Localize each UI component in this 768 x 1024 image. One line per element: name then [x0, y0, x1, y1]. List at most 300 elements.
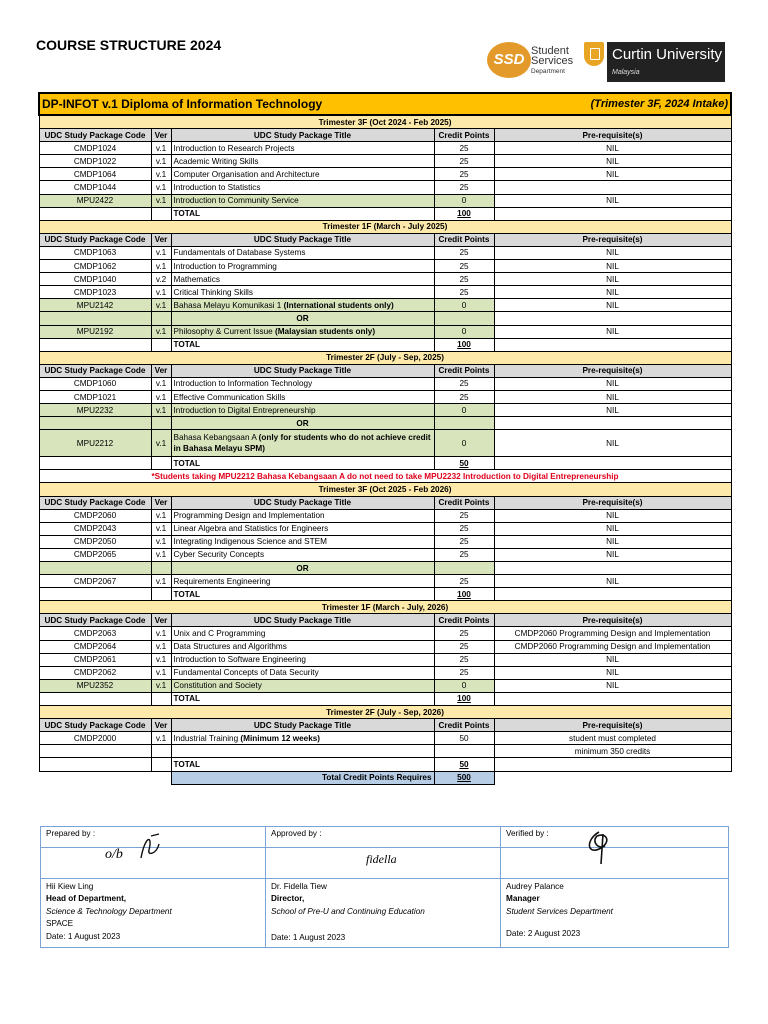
empty-cell — [39, 457, 151, 470]
course-title-text: Fundamental Concepts of Data Security — [173, 668, 319, 678]
course-row — [39, 535, 731, 548]
course-version: v.1 — [151, 390, 171, 403]
course-title — [171, 181, 434, 194]
course-code: CMDP1044 — [39, 181, 151, 194]
course-code: CMDP1060 — [39, 377, 151, 390]
program-title: DP-INFOT v.1 Diploma of Information Technology — [42, 96, 323, 111]
course-row — [39, 155, 731, 168]
course-code: CMDP1040 — [39, 273, 151, 286]
trimester-name: Trimester 1F (March - July 2025) — [39, 220, 731, 233]
prepared-details — [41, 879, 266, 948]
approved-signature: fidella — [366, 852, 397, 866]
empty-cell — [39, 771, 151, 784]
col-credit-header: Credit Points — [434, 614, 494, 627]
course-row — [39, 142, 731, 155]
col-code-header: UDC Study Package Code — [39, 233, 151, 246]
or-row — [39, 562, 731, 575]
col-credit-header: Credit Points — [434, 129, 494, 142]
course-version: v.1 — [151, 430, 171, 457]
approved-dept: School of Pre-U and Continuing Education — [271, 906, 425, 916]
course-code: CMDP1024 — [39, 142, 151, 155]
total-label: TOTAL — [171, 588, 434, 601]
course-version: v.1 — [151, 548, 171, 561]
empty-cell — [494, 562, 731, 575]
total-label: TOTAL — [171, 207, 434, 220]
course-title — [171, 732, 434, 745]
prepared-heading: Prepared by : — [41, 827, 266, 848]
course-title-note: (Malaysian students only) — [274, 327, 376, 337]
signoff-table — [40, 826, 729, 948]
verified-details — [501, 879, 729, 948]
total-row — [39, 338, 731, 351]
course-title-text: Introduction to Research Projects — [173, 143, 295, 153]
course-code: CMDP2061 — [39, 653, 151, 666]
course-row — [39, 286, 731, 299]
course-title — [171, 325, 434, 338]
course-row — [39, 653, 731, 666]
course-row — [39, 666, 731, 679]
course-credit: 25 — [434, 535, 494, 548]
curtin-wordmark — [607, 42, 725, 82]
approved-heading: Approved by : — [266, 827, 501, 848]
col-title-header: UDC Study Package Title — [171, 496, 434, 509]
course-prereq: NIL — [494, 260, 731, 273]
course-title-text: Bahasa Kebangsaan A — [173, 433, 259, 443]
course-code: CMDP2065 — [39, 548, 151, 561]
course-version: v.1 — [151, 325, 171, 338]
program-intake: (Trimester 3F, 2024 Intake) — [590, 97, 729, 110]
empty-cell — [434, 417, 494, 430]
course-title-text: Introduction to Programming — [173, 261, 277, 271]
course-row — [39, 575, 731, 588]
empty-cell — [39, 417, 151, 430]
course-title — [171, 299, 434, 312]
ssd-logo-mark: SSD — [487, 42, 531, 78]
col-prereq-header: Pre-requisite(s) — [494, 129, 731, 142]
col-ver-header: Ver — [151, 496, 171, 509]
verified-signature-cell — [501, 848, 729, 879]
course-title — [171, 430, 434, 457]
course-code: CMDP2050 — [39, 535, 151, 548]
course-prereq: minimum 350 credits — [494, 745, 731, 758]
column-header-row — [39, 719, 731, 732]
prepared-dept: Science & Technology Department — [46, 906, 172, 916]
total-value: 100 — [434, 207, 494, 220]
empty-cell — [39, 588, 151, 601]
col-credit-header: Credit Points — [434, 719, 494, 732]
trimester-name: Trimester 3F (Oct 2025 - Feb 2026) — [39, 483, 731, 496]
course-code: MPU2422 — [39, 194, 151, 207]
course-prereq: NIL — [494, 575, 731, 588]
total-value: 50 — [434, 758, 494, 771]
course-prereq: NIL — [494, 155, 731, 168]
course-version: v.1 — [151, 286, 171, 299]
course-row — [39, 627, 731, 640]
prepared-signature-cell — [41, 848, 266, 879]
col-ver-header: Ver — [151, 364, 171, 377]
course-title-text: Introduction to Information Technology — [173, 379, 313, 389]
course-title-text: Computer Organisation and Architecture — [173, 169, 320, 179]
course-title — [171, 155, 434, 168]
course-code: CMDP2062 — [39, 666, 151, 679]
course-version: v.1 — [151, 155, 171, 168]
course-prereq: NIL — [494, 168, 731, 181]
empty-cell — [151, 338, 171, 351]
empty-cell — [151, 457, 171, 470]
course-title — [171, 679, 434, 692]
course-version: v.1 — [151, 260, 171, 273]
course-title-text: Requirements Engineering — [173, 576, 271, 586]
course-row — [39, 390, 731, 403]
trimester-header-row — [39, 351, 731, 364]
prepared-signature — [101, 832, 181, 862]
course-title — [171, 142, 434, 155]
course-code: MPU2192 — [39, 325, 151, 338]
curtin-name: Curtin University — [612, 46, 723, 63]
ssd-logo-line3: Department — [531, 68, 565, 75]
course-credit: 25 — [434, 640, 494, 653]
empty-cell — [494, 207, 731, 220]
course-code: CMDP1062 — [39, 260, 151, 273]
course-prereq: CMDP2060 Programming Design and Implementation — [494, 627, 731, 640]
trimester-name: Trimester 2F (July - Sep, 2026) — [39, 706, 731, 719]
course-row — [39, 273, 731, 286]
course-version: v.1 — [151, 732, 171, 745]
note-row — [39, 470, 731, 483]
course-code: CMDP1064 — [39, 168, 151, 181]
prepared-date: Date: 1 August 2023 — [46, 931, 121, 941]
course-title — [171, 575, 434, 588]
course-credit: 25 — [434, 168, 494, 181]
course-row — [39, 181, 731, 194]
course-title — [171, 377, 434, 390]
course-title-text: Academic Writing Skills — [173, 156, 259, 166]
empty-cell — [151, 207, 171, 220]
empty-cell — [151, 771, 171, 784]
course-version: v.1 — [151, 377, 171, 390]
course-title-text: Cyber Security Concepts — [173, 550, 265, 560]
course-credit: 0 — [434, 404, 494, 417]
empty-cell — [494, 758, 731, 771]
or-label: OR — [171, 417, 434, 430]
empty-cell — [39, 758, 151, 771]
course-version: v.1 — [151, 535, 171, 548]
course-row — [39, 168, 731, 181]
col-title-header: UDC Study Package Title — [171, 719, 434, 732]
course-credit: 25 — [434, 666, 494, 679]
course-title — [171, 246, 434, 259]
col-code-header: UDC Study Package Code — [39, 496, 151, 509]
course-row — [39, 377, 731, 390]
course-row — [39, 325, 731, 338]
course-version: v.1 — [151, 168, 171, 181]
program-header-row — [39, 93, 731, 115]
empty-cell — [151, 417, 171, 430]
prepared-name: Hii Kiew Ling — [46, 882, 94, 891]
course-prereq: NIL — [494, 509, 731, 522]
course-version: v.1 — [151, 142, 171, 155]
course-credit: 25 — [434, 273, 494, 286]
empty-cell — [494, 588, 731, 601]
course-credit: 0 — [434, 679, 494, 692]
verified-signature — [581, 830, 621, 866]
total-row — [39, 207, 731, 220]
trimester-name: Trimester 1F (March - July, 2026) — [39, 601, 731, 614]
program-header-cell — [39, 93, 731, 115]
empty-cell — [151, 588, 171, 601]
total-row — [39, 758, 731, 771]
col-credit-header: Credit Points — [434, 233, 494, 246]
course-row — [39, 430, 731, 457]
course-code: MPU2142 — [39, 299, 151, 312]
course-version: v.1 — [151, 627, 171, 640]
course-structure-table — [38, 92, 732, 785]
or-row — [39, 417, 731, 430]
verified-dept: Student Services Department — [506, 906, 613, 916]
course-title-note: (only for students who do not achieve credit in Bahasa Melayu SPM) — [173, 433, 431, 454]
course-title — [171, 745, 434, 758]
header-logos — [487, 40, 727, 84]
course-version: v.2 — [151, 273, 171, 286]
course-prereq: NIL — [494, 404, 731, 417]
course-version: v.1 — [151, 666, 171, 679]
total-value: 50 — [434, 457, 494, 470]
curtin-crest-icon — [584, 42, 604, 66]
course-credit: 50 — [434, 732, 494, 745]
col-code-header: UDC Study Package Code — [39, 719, 151, 732]
course-prereq: student must completed — [494, 732, 731, 745]
empty-cell — [494, 338, 731, 351]
course-title-text: Introduction to Statistics — [173, 183, 261, 193]
empty-cell — [39, 692, 151, 705]
course-version: v.1 — [151, 640, 171, 653]
course-row — [39, 679, 731, 692]
course-prereq: NIL — [494, 273, 731, 286]
course-code: CMDP1023 — [39, 286, 151, 299]
course-prereq: NIL — [494, 430, 731, 457]
trimester-header-row — [39, 220, 731, 233]
course-code: CMDP2067 — [39, 575, 151, 588]
col-prereq-header: Pre-requisite(s) — [494, 233, 731, 246]
course-credit: 25 — [434, 509, 494, 522]
course-row — [39, 732, 731, 745]
course-code: CMDP2043 — [39, 522, 151, 535]
course-code: MPU2232 — [39, 404, 151, 417]
course-code: CMDP2063 — [39, 627, 151, 640]
curtin-logo — [584, 42, 726, 82]
course-row — [39, 509, 731, 522]
col-code-header: UDC Study Package Code — [39, 364, 151, 377]
course-row — [39, 548, 731, 561]
course-title-text: Constitution and Society — [173, 681, 262, 691]
course-title — [171, 640, 434, 653]
course-title-text: Data Structures and Algorithms — [173, 642, 287, 652]
col-prereq-header: Pre-requisite(s) — [494, 496, 731, 509]
course-prereq: NIL — [494, 377, 731, 390]
empty-cell — [494, 692, 731, 705]
course-prereq: NIL — [494, 286, 731, 299]
grand-total-label: Total Credit Points Requires — [171, 771, 434, 784]
empty-cell — [151, 758, 171, 771]
course-title-text: Bahasa Melayu Komunikasi 1 — [173, 300, 284, 310]
course-row — [39, 522, 731, 535]
course-title-text: Mathematics — [173, 274, 220, 284]
empty-cell — [494, 771, 731, 784]
trimester-note: *Students taking MPU2212 Bahasa Kebangsaan A do not need to take MPU2232 Introduction to Digital Entrepreneurship — [39, 470, 731, 483]
course-credit: 25 — [434, 653, 494, 666]
course-credit — [434, 745, 494, 758]
col-prereq-header: Pre-requisite(s) — [494, 364, 731, 377]
course-title-text: Linear Algebra and Statistics for Engineers — [173, 524, 329, 534]
course-version: v.1 — [151, 194, 171, 207]
course-row — [39, 640, 731, 653]
course-title-text: Programming Design and Implementation — [173, 511, 325, 521]
course-credit: 0 — [434, 325, 494, 338]
prepared-unit: SPACE — [46, 919, 74, 929]
course-title-text: Integrating Indigenous Science and STEM — [173, 537, 327, 547]
trimester-header-row — [39, 706, 731, 719]
course-code: CMDP2000 — [39, 732, 151, 745]
course-code: CMDP2060 — [39, 509, 151, 522]
course-title — [171, 535, 434, 548]
course-title — [171, 194, 434, 207]
col-prereq-header: Pre-requisite(s) — [494, 614, 731, 627]
approved-date: Date: 1 August 2023 — [271, 933, 346, 943]
approved-details — [266, 879, 501, 948]
course-version: v.1 — [151, 246, 171, 259]
grand-total-row — [39, 771, 731, 784]
course-title — [171, 627, 434, 640]
column-header-row — [39, 364, 731, 377]
course-title — [171, 666, 434, 679]
empty-cell — [39, 312, 151, 325]
col-code-header: UDC Study Package Code — [39, 614, 151, 627]
total-value: 100 — [434, 692, 494, 705]
col-ver-header: Ver — [151, 614, 171, 627]
trimester-header-row — [39, 601, 731, 614]
course-version: v.1 — [151, 509, 171, 522]
empty-cell — [494, 312, 731, 325]
total-row — [39, 457, 731, 470]
total-row — [39, 692, 731, 705]
course-row — [39, 246, 731, 259]
course-prereq: NIL — [494, 653, 731, 666]
course-code — [39, 745, 151, 758]
trimester-header-row — [39, 483, 731, 496]
col-prereq-header: Pre-requisite(s) — [494, 719, 731, 732]
column-header-row — [39, 129, 731, 142]
col-ver-header: Ver — [151, 233, 171, 246]
course-prereq: NIL — [494, 325, 731, 338]
course-credit: 25 — [434, 548, 494, 561]
empty-cell — [434, 312, 494, 325]
course-title-text: Philosophy & Current Issue — [173, 327, 275, 337]
course-credit: 0 — [434, 430, 494, 457]
course-title — [171, 653, 434, 666]
empty-cell — [39, 207, 151, 220]
empty-cell — [494, 457, 731, 470]
course-credit: 25 — [434, 377, 494, 390]
course-title — [171, 286, 434, 299]
course-title-text: Industrial Training — [173, 733, 241, 743]
course-version — [151, 745, 171, 758]
empty-cell — [39, 338, 151, 351]
course-credit: 25 — [434, 260, 494, 273]
course-prereq: NIL — [494, 522, 731, 535]
course-prereq: NIL — [494, 246, 731, 259]
course-credit: 25 — [434, 142, 494, 155]
empty-cell — [151, 312, 171, 325]
empty-cell — [39, 562, 151, 575]
approved-signature-cell — [266, 848, 501, 879]
column-header-row — [39, 496, 731, 509]
or-label: OR — [171, 562, 434, 575]
ssd-logo-line1: Student — [531, 45, 569, 57]
course-credit: 25 — [434, 155, 494, 168]
course-prereq: NIL — [494, 390, 731, 403]
course-version: v.1 — [151, 653, 171, 666]
course-title-note: (International students only) — [283, 300, 394, 310]
course-title — [171, 273, 434, 286]
approved-role: Director, — [271, 894, 305, 904]
course-credit: 0 — [434, 194, 494, 207]
total-label: TOTAL — [171, 457, 434, 470]
course-credit: 25 — [434, 286, 494, 299]
course-version: v.1 — [151, 404, 171, 417]
course-title — [171, 404, 434, 417]
total-label: TOTAL — [171, 758, 434, 771]
ssd-logo-line2: Services — [531, 55, 574, 67]
or-row — [39, 312, 731, 325]
course-prereq: NIL — [494, 535, 731, 548]
course-row — [39, 745, 731, 758]
verified-role: Manager — [506, 894, 540, 904]
course-title-text: Critical Thinking Skills — [173, 287, 253, 297]
col-title-header: UDC Study Package Title — [171, 364, 434, 377]
approved-name: Dr. Fidella Tiew — [271, 882, 327, 891]
course-code: CMDP2064 — [39, 640, 151, 653]
course-row — [39, 299, 731, 312]
column-header-row — [39, 233, 731, 246]
course-prereq: NIL — [494, 548, 731, 561]
course-credit: 25 — [434, 181, 494, 194]
trimester-header-row — [39, 115, 731, 129]
course-code: CMDP1022 — [39, 155, 151, 168]
course-title-text: Effective Communication Skills — [173, 392, 286, 402]
course-title-text: Fundamentals of Database Systems — [173, 248, 306, 258]
course-credit: 0 — [434, 299, 494, 312]
course-title-text: Introduction to Community Service — [173, 196, 299, 206]
prepared-signature-text: o/b — [105, 847, 123, 862]
column-header-row — [39, 614, 731, 627]
verified-heading: Verified by : — [501, 827, 729, 848]
course-version: v.1 — [151, 679, 171, 692]
empty-cell — [151, 562, 171, 575]
course-prereq: NIL — [494, 679, 731, 692]
course-code: CMDP1021 — [39, 390, 151, 403]
course-title — [171, 509, 434, 522]
total-value: 100 — [434, 588, 494, 601]
grand-total-value: 500 — [434, 771, 494, 784]
course-prereq: CMDP2060 Programming Design and Implementation — [494, 640, 731, 653]
course-credit: 25 — [434, 390, 494, 403]
course-version: v.1 — [151, 522, 171, 535]
col-ver-header: Ver — [151, 719, 171, 732]
ssd-logo-text — [531, 46, 573, 77]
col-ver-header: Ver — [151, 129, 171, 142]
course-credit: 25 — [434, 627, 494, 640]
course-title — [171, 168, 434, 181]
